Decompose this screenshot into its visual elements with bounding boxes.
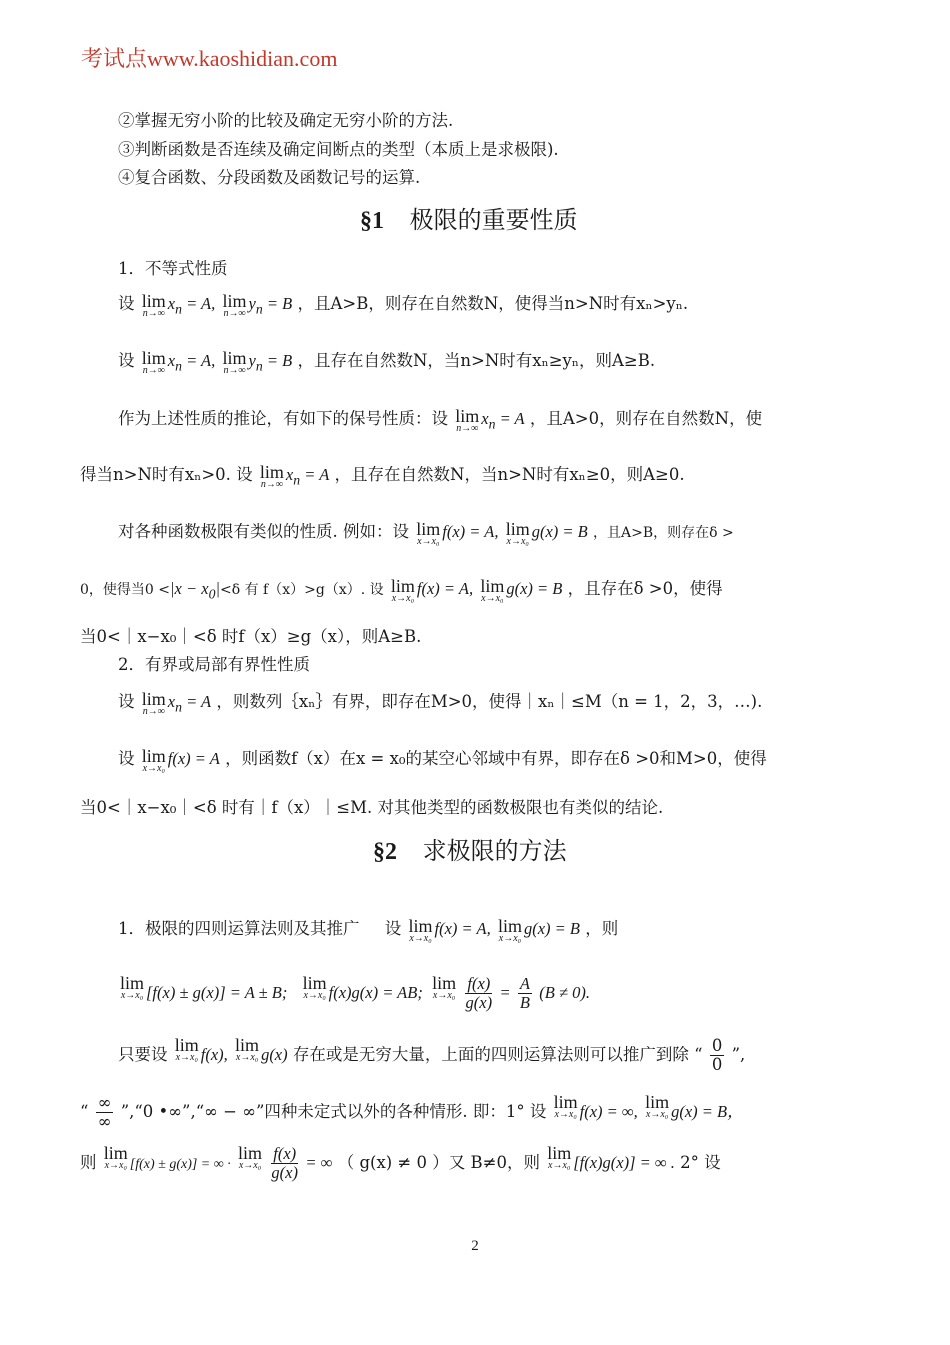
- paragraph-13: 则 lim x→x₀ [f(x) ± g(x)] = ∞ · lim x→x₀ $\frac{f(x)}{g(x)}$ = ∞ （ g(x) ≠ 0 ）又 B≠0，则 lim x→x₀ [f(x)g(x)] = ∞ . 2° 设: [80, 1143, 721, 1182]
- section-2-number: §2: [373, 839, 397, 865]
- subsection-2-heading: 2．有界或局部有界性性质: [118, 655, 310, 674]
- intro-item-4: ④复合函数、分段函数及函数记号的运算.: [118, 168, 421, 187]
- paragraph-6: 0，使得当$0 <|x - x_0|<\delta$ 有 f（x）>g（x）. 设 lim x→x₀ f(x) = A, lim x→x₀ g(x) = B ，且存在δ >0，使得: [80, 576, 723, 604]
- paragraph-11: 只要设 lim x→x₀ f(x), lim x→x₀ g(x) 存在或是无穷大量，上面的四则运算法则可以推广到除 “ $\frac{0}{0}$ ”,: [118, 1035, 746, 1074]
- section-1-number: §1: [360, 208, 384, 234]
- intro-item-3: ③判断函数是否连续及确定间断点的类型（本质上是求极限).: [118, 140, 559, 159]
- paragraph-5: 对各种函数极限有类似的性质. 例如：设 lim x→x₀ f(x) = A, lim x→x₀ g(x) = B ，且A>B，则存在δ >: [118, 519, 734, 547]
- paragraph-2: 设 lim n→∞ $x_n = A$, lim n→∞ $y_n = B$ ，且存在自然数N，当n>N时有xₙ≥yₙ，则A≥B.: [118, 348, 656, 376]
- paragraph-9: 设 lim x→x₀ f(x) = A ，则函数f（x）在x = x₀的某空心邻域中有界，即存在δ >0和M>0，使得: [118, 746, 767, 774]
- paragraph-4: 得当n>N时有xₙ>0. 设 lim n→∞ $x_n = A$ ，且存在自然数N，当n>N时有xₙ≥0，则A≥0.: [80, 462, 685, 490]
- subsection-2-1-heading: 1．极限的四则运算法则及其推广 设 lim x→x₀ f(x) = A, lim x→x₀ g(x) = B ，则: [118, 916, 619, 944]
- paragraph-8: 设 lim n→∞ $x_n = A$ ，则数列｛xₙ｝有界，即存在M>0，使得｜xₙ｜≤M（n = 1，2，3，…).: [118, 689, 763, 717]
- section-1-title: 极限的重要性质: [409, 206, 578, 234]
- paragraph-7: 当0<｜x−x₀｜<δ 时f（x）≥g（x），则A≥B.: [80, 627, 422, 646]
- paragraph-10: 当0<｜x−x₀｜<δ 时有｜f（x）｜≤M. 对其他类型的函数极限也有类似的结论.: [80, 798, 664, 817]
- subsection-1-heading: 1．不等式性质: [118, 259, 228, 278]
- paragraph-1: 设 lim n→∞ $x_n = A$, lim n→∞ $y_n = B$ ，且A>B，则存在自然数N，使得当n>N时有xₙ>yₙ.: [118, 291, 689, 319]
- watermark-link[interactable]: 考试点www.kaoshidian.com: [81, 46, 338, 71]
- page-number: 2: [471, 1238, 479, 1254]
- section-1-heading: [360, 205, 578, 236]
- intro-item-2: ②掌握无穷小阶的比较及确定无穷小阶的方法.: [118, 111, 454, 130]
- section-2-title: 求极限的方法: [422, 837, 567, 865]
- section-2-heading: [373, 836, 567, 867]
- formula-line: lim x→x₀ [f(x) ± g(x)] = A ± B; lim x→x₀ f(x)g(x) = AB; lim x→x₀ $\frac{f(x)}{g(x)}$ = $\frac{A}{B}$ (B ≠ 0).: [120, 973, 590, 1012]
- paragraph-3: 作为上述性质的推论，有如下的保号性质：设 lim n→∞ $x_n = A$ ，且A>0，则存在自然数N，使: [118, 406, 763, 434]
- paragraph-12: “ $\frac{\infty}{\infty}$ ”,“0 •∞”,“∞ − ∞”四种未定式以外的各种情形. 即：1° 设 lim x→x₀ f(x) = ∞, lim x→x₀ g(x) = B，: [80, 1092, 744, 1131]
